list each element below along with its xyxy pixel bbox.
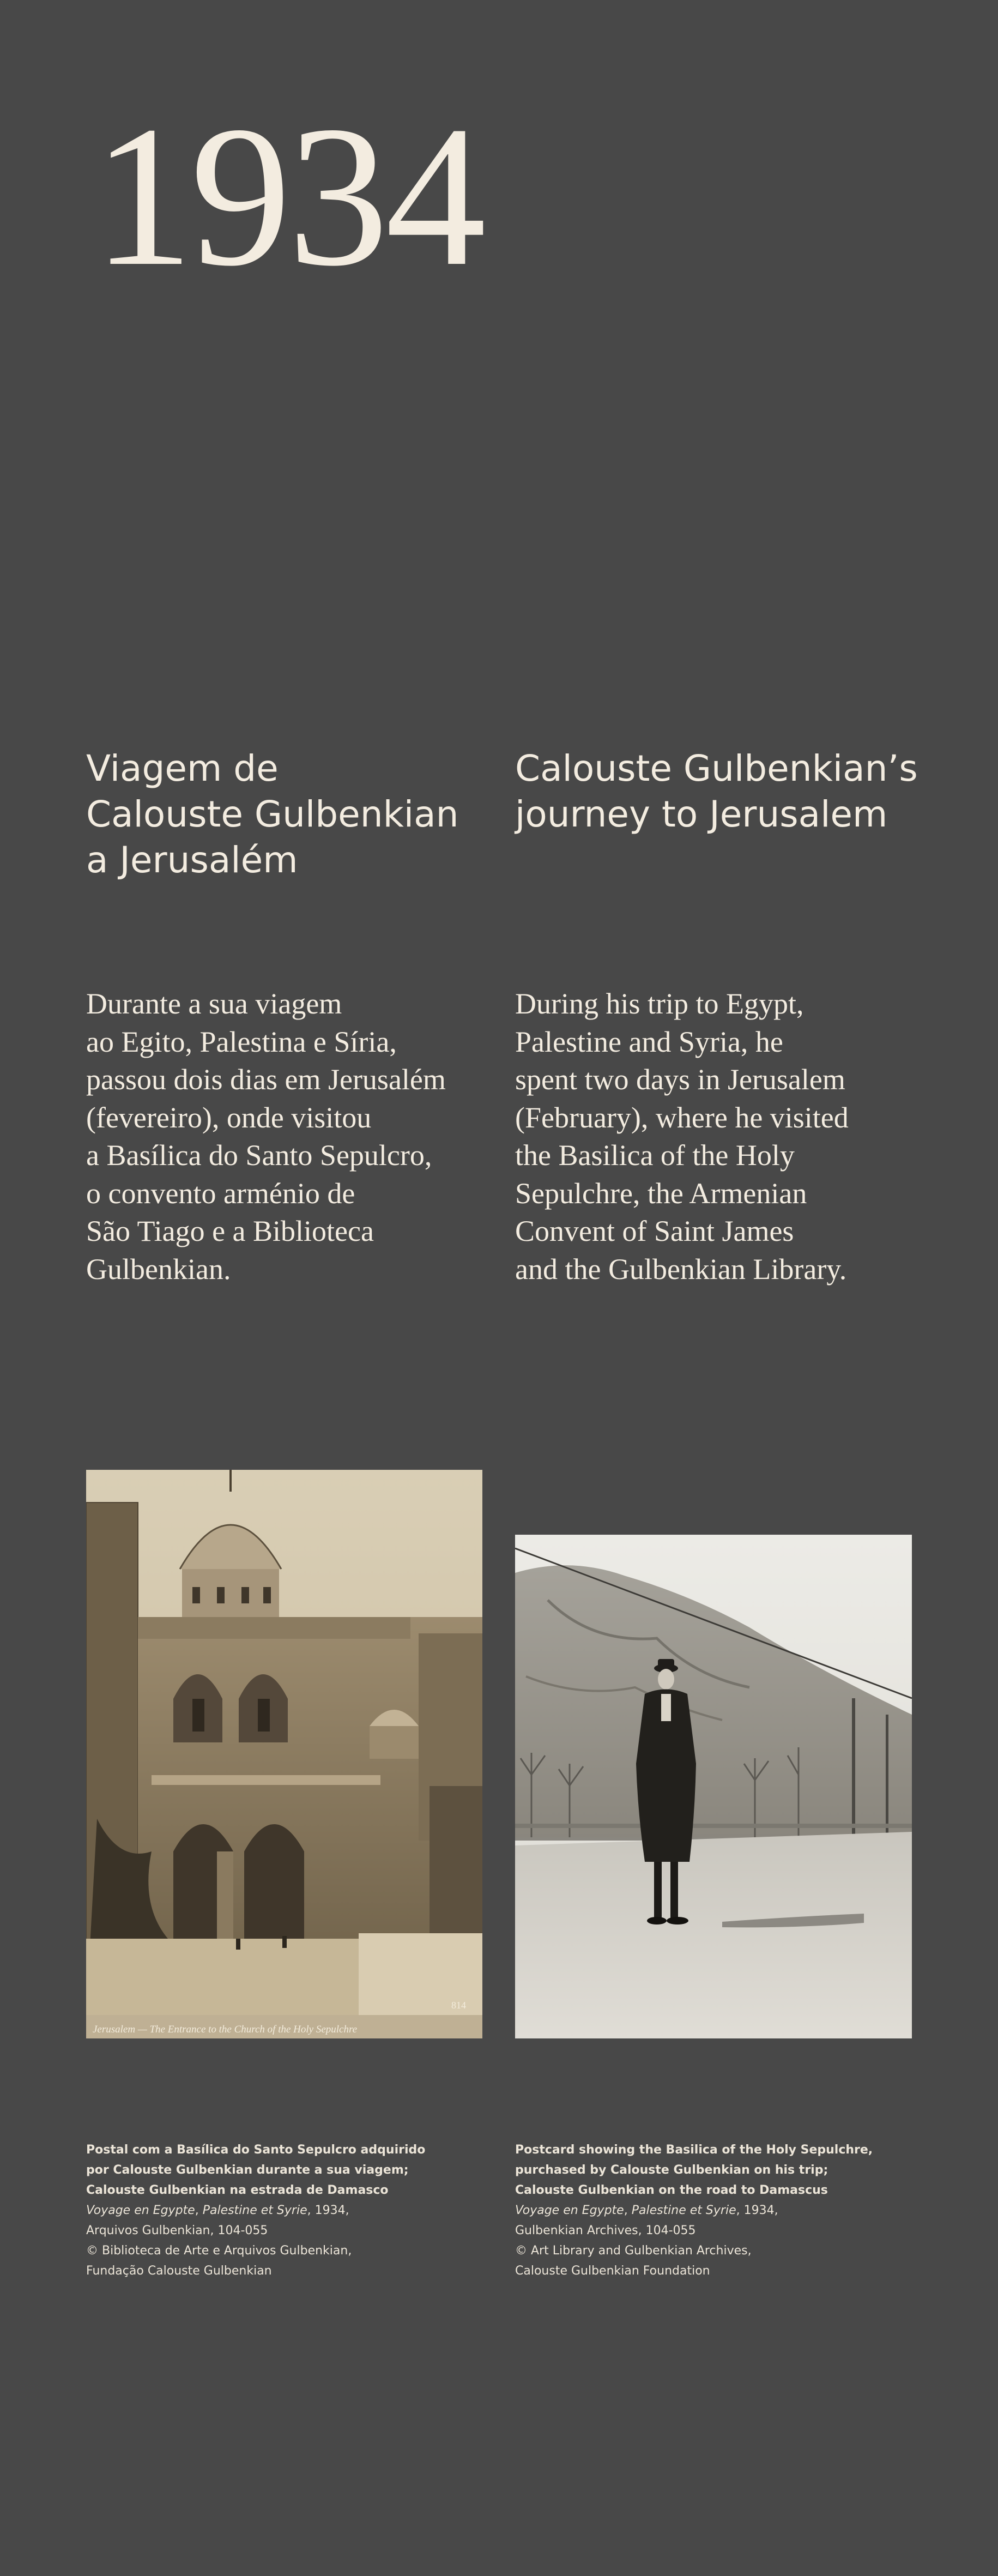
postcard-printed-caption: Jerusalem — The Entrance to the Church of the Holy Sepulchre [93, 2024, 358, 2035]
caption-line: Calouste Gulbenkian Foundation [515, 2264, 710, 2278]
body-text-portuguese: Durante a sua viagem ao Egito, Palestina e Síria, passou dois dias em Jerusalém (fevereiro), onde visitou a Basílica do Santo Sepulcro, o convento arménio de São Tiago e a Biblioteca Gulbenkian. [86, 987, 446, 1286]
holy-sepulchre-postcard-photo [86, 1470, 482, 2038]
postcard-printed-number: 814 [451, 2000, 466, 2011]
caption-portuguese [86, 2140, 500, 2281]
caption-separator: , [195, 2204, 203, 2217]
caption-line: purchased by Calouste Gulbenkian on his trip; [515, 2163, 828, 2177]
caption-italic: Voyage en Egypte [515, 2204, 624, 2217]
caption-line [515, 2200, 929, 2221]
gulbenkian-road-damascus-photo [515, 1535, 912, 2038]
caption-line: Calouste Gulbenkian on the road to Damascus [515, 2183, 828, 2197]
heading-english: Calouste Gulbenkian’s journey to Jerusalem [515, 747, 918, 835]
caption-line: Calouste Gulbenkian na estrada de Damasco [86, 2183, 389, 2197]
caption-italic: Voyage en Egypte [86, 2204, 195, 2217]
caption-line: Gulbenkian Archives, 104-055 [515, 2224, 696, 2237]
caption-italic: Palestine et Syrie [631, 2204, 736, 2217]
caption-line: Postal com a Basílica do Santo Sepulcro adquirido [86, 2143, 426, 2157]
caption-year: , 1934, [736, 2204, 778, 2217]
caption-year: , 1934, [307, 2204, 349, 2217]
caption-line [86, 2200, 500, 2221]
body-text-english: During his trip to Egypt, Palestine and Syria, he spent two days in Jerusalem (February), where he visited the Basilica of the Holy Sepulchre, the Armenian Convent of Saint James and the Gulbenkian Library. [515, 987, 849, 1286]
caption-separator: , [624, 2204, 632, 2217]
caption-line: © Art Library and Gulbenkian Archives, [515, 2244, 752, 2258]
caption-line: © Biblioteca de Arte e Arquivos Gulbenkian, [86, 2244, 352, 2258]
caption-line: Postcard showing the Basilica of the Holy Sepulchre, [515, 2143, 873, 2157]
caption-line: por Calouste Gulbenkian durante a sua viagem; [86, 2163, 409, 2177]
heading-portuguese: Viagem de Calouste Gulbenkian a Jerusalém [86, 747, 459, 881]
caption-english [515, 2140, 929, 2281]
caption-line: Arquivos Gulbenkian, 104-055 [86, 2224, 268, 2237]
year-title: 1934 [93, 85, 483, 308]
caption-line: Fundação Calouste Gulbenkian [86, 2264, 272, 2278]
caption-italic: Palestine et Syrie [202, 2204, 307, 2217]
